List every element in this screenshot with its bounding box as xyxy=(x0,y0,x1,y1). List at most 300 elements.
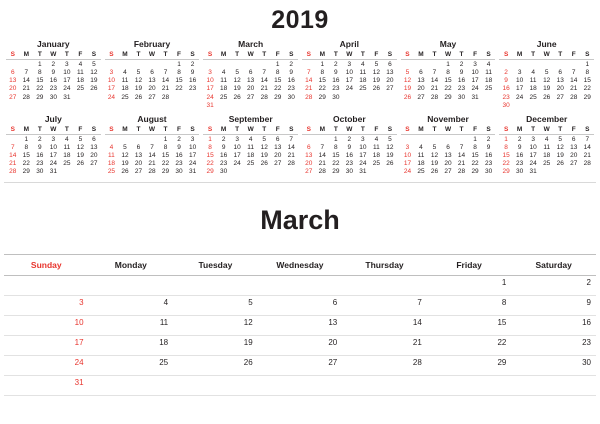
mini-day-cell[interactable]: 14 xyxy=(430,77,439,85)
mini-day-cell[interactable]: 25 xyxy=(543,160,551,168)
mini-day-cell[interactable]: 14 xyxy=(148,152,156,159)
big-month-day-cell[interactable]: 25 xyxy=(89,356,174,376)
mini-day-cell[interactable]: 20 xyxy=(90,152,98,159)
mini-day-cell[interactable]: 19 xyxy=(76,152,84,159)
mini-day-cell[interactable]: 30 xyxy=(457,93,466,101)
mini-day-cell[interactable]: 25 xyxy=(107,168,116,176)
mini-day-cell[interactable]: 12 xyxy=(543,77,551,85)
mini-day-cell[interactable]: 5 xyxy=(92,61,96,68)
mini-day-cell[interactable]: 28 xyxy=(260,93,268,101)
mini-day-cell[interactable]: 22 xyxy=(161,160,170,168)
mini-day-cell[interactable]: 11 xyxy=(485,69,492,77)
mini-day-cell[interactable]: 2 xyxy=(221,135,226,143)
mini-day-cell[interactable]: 16 xyxy=(188,77,197,85)
mini-day-cell[interactable]: 11 xyxy=(417,152,425,159)
mini-day-cell[interactable]: 8 xyxy=(473,143,477,151)
mini-day-cell[interactable]: 15 xyxy=(444,77,452,85)
mini-day-cell[interactable]: 17 xyxy=(345,77,353,85)
mini-day-cell[interactable]: 29 xyxy=(444,93,452,101)
mini-day-cell[interactable]: 7 xyxy=(163,69,168,77)
mini-day-cell[interactable]: 3 xyxy=(190,135,195,143)
mini-day-cell[interactable]: 2 xyxy=(289,61,294,68)
mini-day-cell[interactable]: 10 xyxy=(516,77,524,85)
mini-day-cell[interactable]: 22 xyxy=(318,85,326,93)
mini-day-cell[interactable]: 28 xyxy=(457,168,466,176)
mini-day-cell[interactable]: 13 xyxy=(9,77,17,85)
mini-day-cell[interactable]: 14 xyxy=(305,77,313,85)
mini-day-cell[interactable]: 21 xyxy=(161,85,170,93)
mini-day-cell[interactable]: 30 xyxy=(345,168,353,176)
mini-day-cell[interactable]: 23 xyxy=(220,160,228,168)
mini-day-cell[interactable]: 10 xyxy=(345,69,353,77)
mini-day-cell[interactable]: 12 xyxy=(260,143,268,151)
mini-day-cell[interactable]: 31 xyxy=(63,93,71,101)
mini-day-cell[interactable]: 28 xyxy=(318,168,326,176)
mini-day-cell[interactable]: 26 xyxy=(372,85,380,93)
big-month-day-cell[interactable]: 31 xyxy=(4,376,89,396)
mini-day-cell[interactable]: 8 xyxy=(208,143,212,151)
mini-day-cell[interactable]: 12 xyxy=(430,152,439,159)
mini-day-cell[interactable]: 22 xyxy=(274,85,282,93)
mini-day-cell[interactable]: 13 xyxy=(274,143,282,151)
mini-day-cell[interactable]: 11 xyxy=(220,77,227,85)
mini-day-cell[interactable]: 1 xyxy=(334,135,338,143)
big-month-day-cell[interactable]: 24 xyxy=(4,356,89,376)
mini-day-cell[interactable]: 20 xyxy=(556,85,564,93)
mini-day-cell[interactable]: 30 xyxy=(36,168,44,176)
mini-day-cell[interactable]: 10 xyxy=(403,152,412,159)
big-month-day-cell[interactable]: 6 xyxy=(258,296,343,316)
mini-day-cell[interactable]: 26 xyxy=(403,93,412,101)
mini-day-cell[interactable]: 15 xyxy=(36,77,44,85)
mini-day-cell[interactable]: 15 xyxy=(161,152,170,159)
mini-day-cell[interactable]: 24 xyxy=(188,160,197,168)
mini-day-cell[interactable]: 20 xyxy=(247,85,255,93)
mini-day-cell[interactable]: 19 xyxy=(90,77,98,85)
mini-day-cell[interactable]: 21 xyxy=(9,160,17,168)
big-month-day-cell[interactable]: 14 xyxy=(342,316,427,336)
mini-day-cell[interactable]: 21 xyxy=(570,85,578,93)
mini-day-cell[interactable]: 20 xyxy=(148,85,156,93)
mini-day-cell[interactable]: 6 xyxy=(275,135,280,143)
mini-day-cell[interactable]: 14 xyxy=(9,152,17,159)
mini-day-cell[interactable]: 9 xyxy=(51,69,56,77)
mini-day-cell[interactable]: 1 xyxy=(504,135,508,143)
mini-day-cell[interactable]: 16 xyxy=(36,152,44,159)
big-month-day-cell[interactable]: 2 xyxy=(511,276,596,296)
mini-day-cell[interactable]: 4 xyxy=(248,135,253,143)
mini-day-cell[interactable]: 19 xyxy=(121,160,129,168)
mini-day-cell[interactable]: 16 xyxy=(502,85,510,93)
mini-day-cell[interactable]: 16 xyxy=(332,77,340,85)
mini-day-cell[interactable]: 27 xyxy=(305,168,313,176)
mini-day-cell[interactable]: 2 xyxy=(190,61,195,68)
mini-day-cell[interactable]: 27 xyxy=(444,168,452,176)
mini-day-cell[interactable]: 10 xyxy=(529,143,537,151)
mini-day-cell[interactable]: 3 xyxy=(208,69,212,77)
big-month-day-cell[interactable]: 30 xyxy=(511,356,596,376)
mini-day-cell[interactable]: 2 xyxy=(334,61,338,68)
mini-day-cell[interactable]: 23 xyxy=(49,85,57,93)
mini-day-cell[interactable]: 16 xyxy=(175,152,183,159)
mini-day-cell[interactable]: 2 xyxy=(459,61,464,68)
mini-day-cell[interactable]: 10 xyxy=(188,143,197,151)
mini-day-cell[interactable]: 6 xyxy=(558,69,563,77)
mini-day-cell[interactable]: 24 xyxy=(206,93,214,101)
mini-day-cell[interactable]: 3 xyxy=(473,61,477,68)
mini-day-cell[interactable]: 6 xyxy=(10,69,15,77)
mini-day-cell[interactable]: 21 xyxy=(148,160,156,168)
mini-day-cell[interactable]: 22 xyxy=(175,85,183,93)
mini-day-cell[interactable]: 12 xyxy=(90,69,98,77)
mini-day-cell[interactable]: 20 xyxy=(386,77,394,85)
mini-day-cell[interactable]: 14 xyxy=(161,77,170,85)
mini-day-cell[interactable]: 7 xyxy=(459,143,464,151)
mini-day-cell[interactable]: 30 xyxy=(49,93,57,101)
mini-day-cell[interactable]: 11 xyxy=(108,152,115,159)
mini-day-cell[interactable]: 25 xyxy=(484,85,493,93)
mini-day-cell[interactable]: 23 xyxy=(484,160,493,168)
mini-day-cell[interactable]: 25 xyxy=(247,160,255,168)
mini-day-cell[interactable]: 20 xyxy=(9,85,17,93)
mini-day-cell[interactable]: 25 xyxy=(121,93,129,101)
mini-day-cell[interactable]: 5 xyxy=(544,69,549,77)
mini-day-cell[interactable]: 17 xyxy=(516,85,524,93)
mini-day-cell[interactable]: 2 xyxy=(517,135,522,143)
mini-day-cell[interactable]: 29 xyxy=(583,93,591,101)
mini-day-cell[interactable]: 24 xyxy=(345,85,353,93)
mini-day-cell[interactable]: 30 xyxy=(287,93,295,101)
mini-day-cell[interactable]: 27 xyxy=(417,93,425,101)
mini-day-cell[interactable]: 8 xyxy=(446,69,450,77)
mini-day-cell[interactable]: 9 xyxy=(190,69,195,77)
big-month-day-cell[interactable]: 21 xyxy=(342,336,427,356)
mini-day-cell[interactable]: 12 xyxy=(76,143,84,151)
mini-day-cell[interactable]: 28 xyxy=(570,93,578,101)
mini-day-cell[interactable]: 16 xyxy=(49,77,57,85)
mini-day-cell[interactable]: 30 xyxy=(332,93,340,101)
mini-day-cell[interactable]: 21 xyxy=(22,85,30,93)
mini-day-cell[interactable]: 5 xyxy=(78,135,83,143)
mini-day-cell[interactable]: 22 xyxy=(502,160,510,168)
mini-day-cell[interactable]: 9 xyxy=(347,143,352,151)
mini-day-cell[interactable]: 5 xyxy=(123,143,127,151)
mini-day-cell[interactable]: 13 xyxy=(305,152,313,159)
mini-day-cell[interactable]: 7 xyxy=(306,69,311,77)
mini-day-cell[interactable]: 1 xyxy=(473,135,477,143)
mini-day-cell[interactable]: 5 xyxy=(235,69,239,77)
mini-day-cell[interactable]: 15 xyxy=(175,77,183,85)
mini-day-cell[interactable]: 30 xyxy=(502,101,510,109)
mini-day-cell[interactable]: 27 xyxy=(247,93,255,101)
mini-day-cell[interactable]: 22 xyxy=(332,160,340,168)
mini-day-cell[interactable]: 7 xyxy=(571,69,576,77)
mini-day-cell[interactable]: 25 xyxy=(372,160,380,168)
mini-day-cell[interactable]: 1 xyxy=(163,135,168,143)
mini-day-cell[interactable]: 7 xyxy=(320,143,325,151)
mini-day-cell[interactable]: 28 xyxy=(430,93,439,101)
mini-day-cell[interactable]: 11 xyxy=(529,77,537,85)
mini-day-cell[interactable]: 3 xyxy=(347,61,352,68)
mini-day-cell[interactable]: 21 xyxy=(318,160,326,168)
mini-day-cell[interactable]: 3 xyxy=(235,135,239,143)
mini-day-cell[interactable]: 23 xyxy=(502,93,510,101)
mini-day-cell[interactable]: 24 xyxy=(49,160,57,168)
big-month-day-cell[interactable]: 8 xyxy=(427,296,512,316)
mini-day-cell[interactable]: 26 xyxy=(260,160,268,168)
mini-day-cell[interactable]: 24 xyxy=(359,160,367,168)
big-month-day-cell[interactable]: 9 xyxy=(511,296,596,316)
mini-day-cell[interactable]: 29 xyxy=(36,93,44,101)
mini-day-cell[interactable]: 19 xyxy=(430,160,439,168)
mini-day-cell[interactable]: 12 xyxy=(233,77,241,85)
mini-day-cell[interactable]: 29 xyxy=(332,168,340,176)
mini-day-cell[interactable]: 9 xyxy=(459,69,464,77)
mini-day-cell[interactable]: 6 xyxy=(571,135,576,143)
mini-day-cell[interactable]: 9 xyxy=(504,77,508,85)
mini-day-cell[interactable]: 24 xyxy=(529,160,537,168)
mini-day-cell[interactable]: 15 xyxy=(206,152,214,159)
big-month-day-cell[interactable]: 13 xyxy=(258,316,343,336)
mini-day-cell[interactable]: 18 xyxy=(372,152,380,159)
mini-day-cell[interactable]: 13 xyxy=(417,77,425,85)
mini-day-cell[interactable]: 25 xyxy=(63,160,71,168)
mini-day-cell[interactable]: 5 xyxy=(405,69,410,77)
mini-day-cell[interactable]: 6 xyxy=(150,69,154,77)
mini-day-cell[interactable]: 11 xyxy=(359,69,367,77)
mini-day-cell[interactable]: 30 xyxy=(484,168,493,176)
mini-day-cell[interactable]: 30 xyxy=(175,168,183,176)
mini-day-cell[interactable]: 12 xyxy=(372,69,380,77)
mini-day-cell[interactable]: 31 xyxy=(529,168,537,176)
big-month-day-cell[interactable]: 18 xyxy=(89,336,174,356)
mini-day-cell[interactable]: 10 xyxy=(233,143,241,151)
mini-day-cell[interactable]: 18 xyxy=(529,85,537,93)
mini-day-cell[interactable]: 1 xyxy=(446,61,450,68)
mini-day-cell[interactable]: 13 xyxy=(444,152,452,159)
big-month-day-cell[interactable]: 26 xyxy=(173,356,258,376)
mini-day-cell[interactable]: 6 xyxy=(446,143,450,151)
mini-day-cell[interactable]: 18 xyxy=(121,85,129,93)
mini-day-cell[interactable]: 4 xyxy=(531,69,535,77)
mini-day-cell[interactable]: 24 xyxy=(403,168,412,176)
mini-day-cell[interactable]: 10 xyxy=(107,77,116,85)
mini-day-cell[interactable]: 22 xyxy=(22,160,30,168)
mini-day-cell[interactable]: 23 xyxy=(516,160,524,168)
mini-day-cell[interactable]: 18 xyxy=(359,77,367,85)
mini-day-cell[interactable]: 22 xyxy=(471,160,479,168)
mini-day-cell[interactable]: 2 xyxy=(37,135,42,143)
mini-day-cell[interactable]: 26 xyxy=(134,93,143,101)
mini-day-cell[interactable]: 15 xyxy=(583,77,591,85)
mini-day-cell[interactable]: 9 xyxy=(37,143,42,151)
mini-day-cell[interactable]: 17 xyxy=(49,152,57,159)
mini-day-cell[interactable]: 20 xyxy=(274,152,282,159)
mini-day-cell[interactable]: 2 xyxy=(177,135,181,143)
mini-day-cell[interactable]: 27 xyxy=(148,93,156,101)
big-month-day-cell[interactable]: 29 xyxy=(427,356,512,376)
mini-day-cell[interactable]: 25 xyxy=(76,85,84,93)
mini-day-cell[interactable]: 25 xyxy=(529,93,537,101)
mini-day-cell[interactable]: 25 xyxy=(359,85,367,93)
mini-day-cell[interactable]: 20 xyxy=(417,85,425,93)
mini-day-cell[interactable]: 12 xyxy=(556,143,564,151)
mini-day-cell[interactable]: 20 xyxy=(134,160,143,168)
big-month-day-cell[interactable]: 11 xyxy=(89,316,174,336)
mini-day-cell[interactable]: 17 xyxy=(529,152,537,159)
mini-day-cell[interactable]: 16 xyxy=(345,152,353,159)
mini-day-cell[interactable]: 19 xyxy=(556,152,564,159)
big-month-day-cell[interactable]: 22 xyxy=(427,336,512,356)
big-month-day-cell[interactable]: 5 xyxy=(173,296,258,316)
big-month-day-cell[interactable]: 28 xyxy=(342,356,427,376)
mini-day-cell[interactable]: 14 xyxy=(457,152,466,159)
big-month-day-cell[interactable]: 7 xyxy=(342,296,427,316)
mini-day-cell[interactable]: 6 xyxy=(136,143,141,151)
mini-day-cell[interactable]: 23 xyxy=(175,160,183,168)
mini-day-cell[interactable]: 12 xyxy=(121,152,129,159)
big-month-day-cell[interactable]: 15 xyxy=(427,316,512,336)
mini-day-cell[interactable]: 14 xyxy=(260,77,268,85)
mini-day-cell[interactable]: 31 xyxy=(49,168,57,176)
mini-day-cell[interactable]: 15 xyxy=(22,152,30,159)
big-month-day-cell[interactable]: 27 xyxy=(258,356,343,376)
mini-day-cell[interactable]: 8 xyxy=(24,143,29,151)
mini-day-cell[interactable]: 19 xyxy=(372,77,380,85)
mini-day-cell[interactable]: 18 xyxy=(484,77,493,85)
mini-day-cell[interactable]: 15 xyxy=(332,152,340,159)
big-month-day-cell[interactable]: 20 xyxy=(258,336,343,356)
mini-day-cell[interactable]: 5 xyxy=(432,143,437,151)
mini-day-cell[interactable]: 22 xyxy=(444,85,452,93)
mini-day-cell[interactable]: 18 xyxy=(220,85,228,93)
mini-day-cell[interactable]: 27 xyxy=(570,160,578,168)
mini-day-cell[interactable]: 27 xyxy=(556,93,564,101)
mini-day-cell[interactable]: 23 xyxy=(332,85,340,93)
mini-day-cell[interactable]: 8 xyxy=(504,143,508,151)
mini-day-cell[interactable]: 10 xyxy=(63,69,71,77)
mini-day-cell[interactable]: 25 xyxy=(220,93,228,101)
mini-day-cell[interactable]: 23 xyxy=(457,85,466,93)
mini-day-cell[interactable]: 22 xyxy=(583,85,591,93)
mini-day-cell[interactable]: 21 xyxy=(583,152,591,159)
mini-day-cell[interactable]: 3 xyxy=(109,69,114,77)
mini-day-cell[interactable]: 10 xyxy=(49,143,57,151)
mini-day-cell[interactable]: 17 xyxy=(107,85,116,93)
mini-day-cell[interactable]: 8 xyxy=(177,69,181,77)
big-month-day-cell[interactable]: 23 xyxy=(511,336,596,356)
mini-day-cell[interactable]: 26 xyxy=(76,160,84,168)
mini-day-cell[interactable]: 21 xyxy=(457,160,466,168)
mini-day-cell[interactable]: 26 xyxy=(386,160,394,168)
mini-day-cell[interactable]: 17 xyxy=(206,85,214,93)
mini-day-cell[interactable]: 24 xyxy=(471,85,479,93)
mini-day-cell[interactable]: 10 xyxy=(206,77,214,85)
mini-day-cell[interactable]: 1 xyxy=(585,61,590,68)
mini-day-cell[interactable]: 15 xyxy=(274,77,282,85)
mini-day-cell[interactable]: 2 xyxy=(51,61,56,68)
mini-day-cell[interactable]: 4 xyxy=(486,61,491,68)
mini-day-cell[interactable]: 3 xyxy=(361,135,365,143)
mini-day-cell[interactable]: 11 xyxy=(63,143,71,151)
mini-day-cell[interactable]: 5 xyxy=(136,69,141,77)
mini-day-cell[interactable]: 17 xyxy=(233,152,241,159)
mini-day-cell[interactable]: 18 xyxy=(543,152,551,159)
mini-day-cell[interactable]: 26 xyxy=(556,160,564,168)
mini-day-cell[interactable]: 21 xyxy=(287,152,295,159)
mini-day-cell[interactable]: 3 xyxy=(517,69,522,77)
mini-day-cell[interactable]: 11 xyxy=(543,143,551,151)
mini-day-cell[interactable]: 9 xyxy=(289,69,294,77)
mini-day-cell[interactable]: 26 xyxy=(543,93,551,101)
mini-day-cell[interactable]: 15 xyxy=(318,77,326,85)
mini-day-cell[interactable]: 9 xyxy=(334,69,338,77)
mini-day-cell[interactable]: 14 xyxy=(570,77,578,85)
mini-day-cell[interactable]: 12 xyxy=(403,77,412,85)
mini-day-cell[interactable]: 18 xyxy=(76,77,84,85)
mini-day-cell[interactable]: 15 xyxy=(471,152,479,159)
mini-day-cell[interactable]: 30 xyxy=(516,168,524,176)
mini-day-cell[interactable]: 17 xyxy=(359,152,367,159)
mini-day-cell[interactable]: 21 xyxy=(430,85,439,93)
mini-day-cell[interactable]: 26 xyxy=(90,85,98,93)
mini-day-cell[interactable]: 12 xyxy=(386,143,394,151)
mini-day-cell[interactable]: 5 xyxy=(374,61,379,68)
mini-day-cell[interactable]: 4 xyxy=(419,143,423,151)
mini-day-cell[interactable]: 3 xyxy=(65,61,69,68)
mini-day-cell[interactable]: 28 xyxy=(161,93,170,101)
mini-day-cell[interactable]: 4 xyxy=(123,69,127,77)
mini-day-cell[interactable]: 31 xyxy=(471,93,479,101)
mini-day-cell[interactable]: 13 xyxy=(386,69,394,77)
mini-day-cell[interactable]: 31 xyxy=(206,101,214,109)
mini-day-cell[interactable]: 27 xyxy=(134,168,143,176)
mini-day-cell[interactable]: 4 xyxy=(78,61,83,68)
mini-day-cell[interactable]: 8 xyxy=(320,69,325,77)
mini-day-cell[interactable]: 11 xyxy=(121,77,129,85)
mini-day-cell[interactable]: 12 xyxy=(134,77,143,85)
mini-day-cell[interactable]: 28 xyxy=(22,93,30,101)
mini-day-cell[interactable]: 18 xyxy=(247,152,255,159)
mini-day-cell[interactable]: 27 xyxy=(386,85,394,93)
mini-day-cell[interactable]: 19 xyxy=(386,152,394,159)
mini-day-cell[interactable]: 7 xyxy=(24,69,29,77)
mini-day-cell[interactable]: 24 xyxy=(233,160,241,168)
mini-day-cell[interactable]: 11 xyxy=(77,69,84,77)
mini-day-cell[interactable]: 17 xyxy=(63,77,71,85)
mini-day-cell[interactable]: 29 xyxy=(161,168,170,176)
mini-day-cell[interactable]: 27 xyxy=(274,160,282,168)
mini-day-cell[interactable]: 1 xyxy=(24,135,29,143)
mini-day-cell[interactable]: 7 xyxy=(262,69,266,77)
mini-day-cell[interactable]: 15 xyxy=(502,152,510,159)
big-month-day-cell[interactable]: 17 xyxy=(4,336,89,356)
mini-day-cell[interactable]: 5 xyxy=(558,135,563,143)
mini-day-cell[interactable]: 23 xyxy=(287,85,295,93)
mini-day-cell[interactable]: 29 xyxy=(471,168,479,176)
mini-day-cell[interactable]: 23 xyxy=(188,85,197,93)
mini-day-cell[interactable]: 8 xyxy=(37,69,42,77)
mini-day-cell[interactable]: 19 xyxy=(543,85,551,93)
mini-day-cell[interactable]: 8 xyxy=(163,143,168,151)
mini-day-cell[interactable]: 7 xyxy=(10,143,15,151)
mini-day-cell[interactable]: 11 xyxy=(373,143,380,151)
mini-day-cell[interactable]: 29 xyxy=(22,168,30,176)
big-month-day-cell[interactable]: 1 xyxy=(427,276,512,296)
mini-day-cell[interactable]: 6 xyxy=(419,69,423,77)
mini-day-cell[interactable]: 7 xyxy=(289,135,294,143)
big-month-day-cell[interactable]: 3 xyxy=(4,296,89,316)
